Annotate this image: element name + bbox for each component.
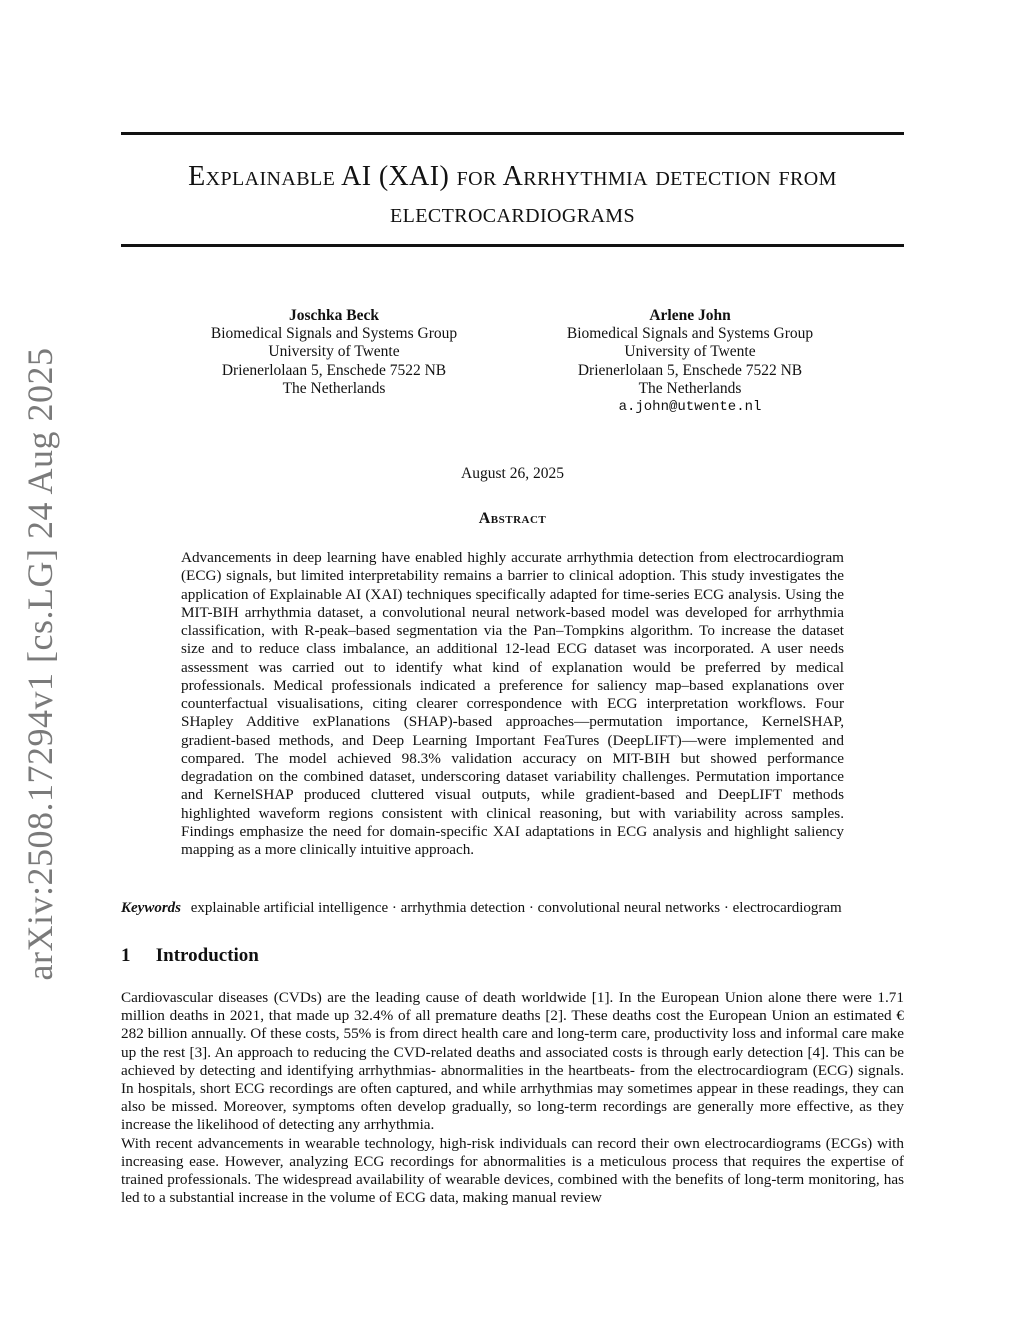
introduction-body — [121, 989, 904, 1207]
author-2 — [530, 307, 850, 416]
author-name: Arlene John — [649, 307, 731, 324]
paper-title: Explainable AI (XAI) for Arrhythmia detection from electrocardiograms — [188, 161, 837, 229]
author-name: Joschka Beck — [289, 307, 379, 324]
section-title: Introduction — [155, 945, 259, 966]
keywords-line — [121, 899, 904, 917]
paper-date: August 26, 2025 — [461, 465, 564, 482]
title-bottom-rule — [121, 244, 904, 247]
abstract-heading: Abstract — [478, 510, 547, 527]
author-university: University of Twente — [268, 343, 400, 361]
author-university: University of Twente — [624, 343, 756, 361]
keywords-list: explainable artificial intelligence · arrhythmia detection · convolutional neural networks · electrocardiogram — [190, 900, 842, 916]
abstract-body: Advancements in deep learning have enabled highly accurate arrhythmia detection from electrocardiogram (ECG) signals, but limited interpretability remains a barrier to clinical adoption. This study investigates the application of Explainable AI (XAI) techniques specifically adapted for time-series ECG analysis. Using the MIT-BIH arrhythmia dataset, a convolutional neural network-based model was developed for arrhythmia classification, with R-peak–based segmentation via the Pan–Tompkins algorithm. To increase the dataset size and to reduce class imbalance, an additional 12-lead ECG dataset was incorporated. A user needs assessment was carried out to identify what kind of explanation would be preferred by medical professionals. Medical professionals indicated a preference for saliency map–based explanations over counterfactual visualisations, citing clearer correspondence with ECG interpretation workflows. Four SHapley Additive exPlanations (SHAP)-based approaches—permutation importance, KernelSHAP, gradient-based methods, and Deep Learning Important FeaTures (DeepLIFT)—were implemented and compared. The model achieved 98.3% validation accuracy on MIT-BIH but showed performance degradation on the combined dataset, underscoring dataset variability challenges. Permutation importance and KernelSHAP produced cluttered visual outputs, while gradient-based and DeepLIFT methods highlighted waveform regions consistent with clinical reasoning, but with variability across samples. Findings emphasize the need for domain-specific XAI adaptations in ECG analysis and highlight saliency mapping as a more clinically intuitive approach. — [181, 549, 844, 858]
arxiv-identifier-stamp: arXiv:2508.17294v1 [cs.LG] 24 Aug 2025 — [20, 347, 60, 981]
intro-paragraph: Cardiovascular diseases (CVDs) are the leading cause of death worldwide [1]. In the European Union alone there were 1.71 million deaths in 2021, that made up 32.4% of all premature deaths [2]. These deaths cost the European Union an estimated € 282 billion annually. Of these costs, 55% is from direct health care and long-term care, productivity loss and informal care make up the rest [3]. An approach to reducing the CVD-related deaths and associated costs is through early detection [4]. This can be achieved by detecting and identifying arrhythmias- abnormalities in the heartbeats- from the electrocardiogram (ECG) signals. In hospitals, short ECG recordings are often captured, and while arrhythmias may sometimes appear in these readings, they can also be missed. Moreover, symptoms often develop gradually, so long-term recordings are generally more effective, as they increase the likelihood of detecting any arrhythmia. — [121, 989, 904, 1134]
author-1 — [174, 307, 494, 398]
author-group: Biomedical Signals and Systems Group — [210, 325, 458, 343]
section-number: 1 — [121, 945, 131, 966]
author-address: Drienerlolaan 5, Enschede 7522 NB — [577, 361, 803, 379]
author-country: The Netherlands — [282, 379, 386, 397]
author-address: Drienerlolaan 5, Enschede 7522 NB — [221, 361, 447, 379]
keywords-label: Keywords — [121, 900, 181, 916]
title-top-rule — [121, 132, 904, 135]
author-block — [121, 307, 904, 427]
author-email-link[interactable]: a.john@utwente.nl — [618, 399, 762, 416]
author-country: The Netherlands — [638, 379, 742, 397]
author-group: Biomedical Signals and Systems Group — [566, 325, 814, 343]
section-heading-introduction — [121, 945, 904, 967]
intro-paragraph: With recent advancements in wearable technology, high-risk individuals can record their own electrocardiograms (ECGs) with increasing ease. However, analyzing ECG recordings for abnormalities is a meticulous process that requires the expertise of trained professionals. The widespread availability of wearable devices, combined with the benefits of long-term monitoring, has led to a substantial increase in the volume of ECG data, making manual review — [121, 1134, 904, 1207]
